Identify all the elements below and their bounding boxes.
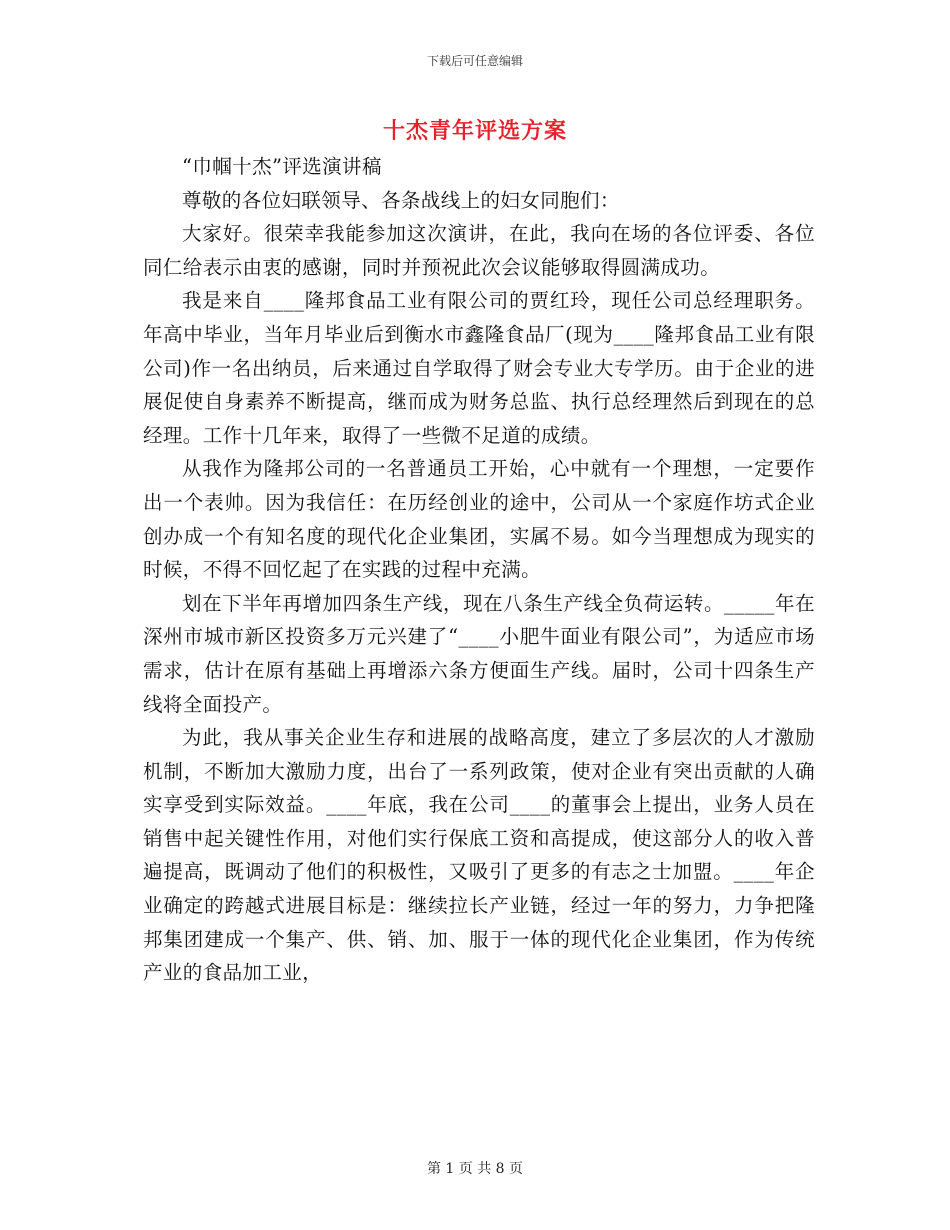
paragraph-production-lines: 划在下半年再增加四条生产线，现在八条生产线全负荷运转。_____年在深州市城市新区投资多万元兴建了“____小肥牛面业有限公司”，为适应市场需求，估计在原有基础上再增添六条方便面生产线。届时，公司十四条生产线将全面投产。 xyxy=(143,591,815,716)
document-body xyxy=(143,150,815,990)
header-note: 下载后可任意编辑 xyxy=(426,54,523,68)
paragraph-incentive-mechanism: 为此，我从事关企业生存和进展的战略高度，建立了多层次的人才激励机制，不断加大激励力度，出台了一系列政策，使对企业有突出贡献的人确实享受到实际效益。____年底，我在公司____的董事会上提出，业务人员在销售中起关键性作用，对他们实行保底工资和高提成，使这部分人的收入普遍提高，既调动了他们的积极性，又吸引了更多的有志之士加盟。____年企业确定的跨越式进展目标是：继续拉长产业链，经过一年的努力，力争把隆邦集团建成一个集产、供、销、加、服于一体的现代化企业集团，作为传统产业的食品加工业， xyxy=(143,726,815,985)
paragraph-ideal: 从我作为隆邦公司的一名普通员工开始，心中就有一个理想，一定要作出一个表帅。因为我信任：在历经创业的途中，公司从一个家庭作坊式企业创办成一个有知名度的现代化企业集团，实属不易。如今当理想成为现实的时候，不得不回忆起了在实践的过程中充满。 xyxy=(143,457,815,582)
paragraph-introduction: 我是来自____隆邦食品工业有限公司的贾红玲，现任公司总经理职务。年高中毕业，当年月毕业后到衡水市鑫隆食品厂(现为____隆邦食品工业有限公司)作一名出纳员，后来通过自学取得了财会专业大专学历。由于企业的进展促使自身素养不断提高，继而成为财务总监、执行总经理然后到现在的总经理。工作十几年来，取得了一些微不足道的成绩。 xyxy=(143,289,815,447)
document-title: 十杰青年评选方案 xyxy=(382,118,567,144)
paragraph-salutation: 尊敬的各位妇联领导、各条战线上的妇女同胞们： xyxy=(182,188,620,212)
paragraph-greeting: 大家好。很荣幸我能参加这次演讲，在此，我向在场的各位评委、各位同仁给表示由衷的感谢，同时并预祝此次会议能够取得圆满成功。 xyxy=(143,222,815,279)
page-number: 第 1 页 共 8 页 xyxy=(426,1161,524,1177)
paragraph-subtitle: “巾帼十杰”评选演讲稿 xyxy=(182,155,382,178)
